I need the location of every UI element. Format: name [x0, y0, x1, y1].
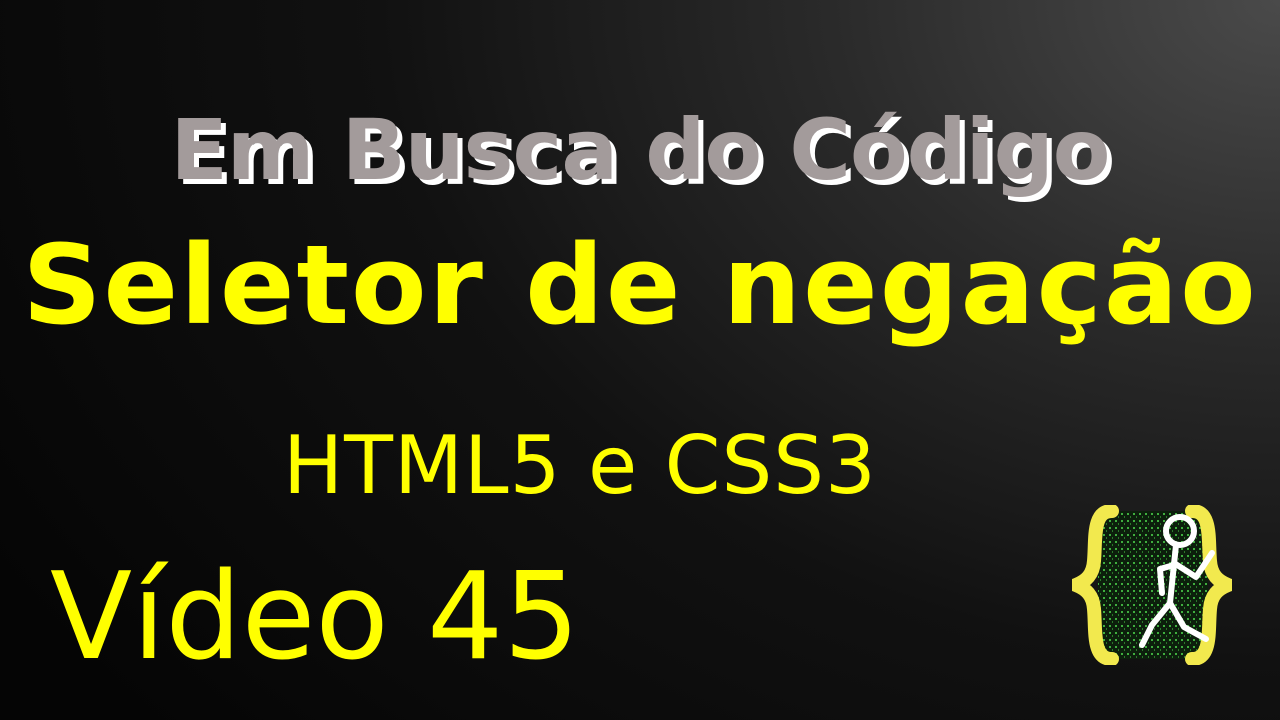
channel-name: Em Busca do Código — [170, 101, 1110, 199]
video-title: Seletor de negação — [22, 221, 1258, 349]
logo — [1072, 505, 1232, 665]
running-stickman-braces-icon — [1072, 505, 1232, 665]
episode-number: Vídeo 45 — [50, 548, 580, 687]
video-subtitle: HTML5 e CSS3 — [283, 419, 877, 512]
